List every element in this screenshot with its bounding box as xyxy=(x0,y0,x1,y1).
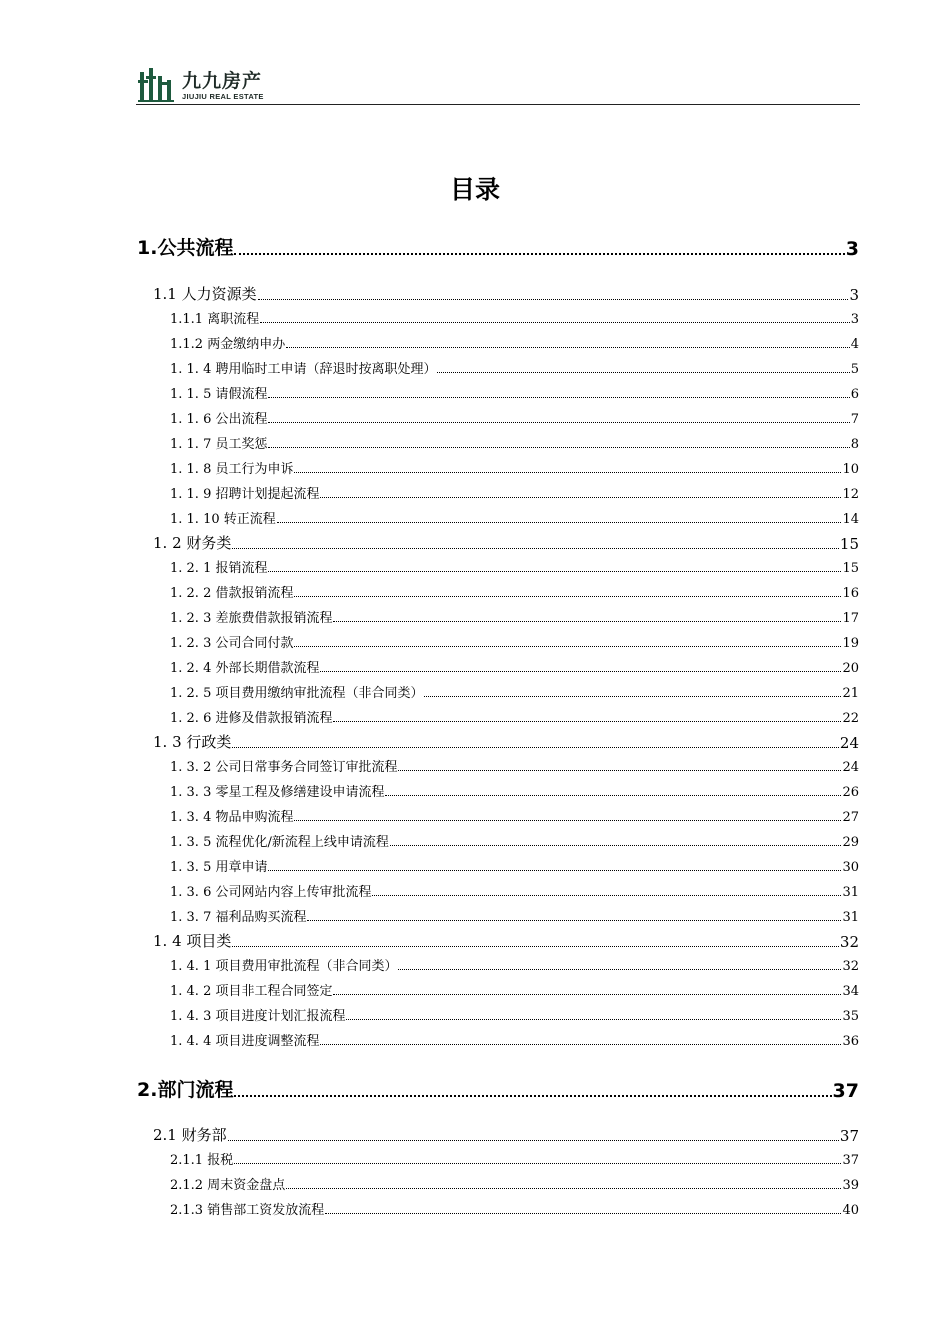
toc-entry-page: 3 xyxy=(849,286,859,304)
toc-dot-leader xyxy=(398,969,841,970)
toc-dot-leader xyxy=(260,322,850,323)
toc-entry-level3[interactable] xyxy=(170,980,859,999)
toc-entry-level3[interactable] xyxy=(170,358,859,377)
toc-dot-leader xyxy=(268,447,849,448)
toc-dot-leader xyxy=(320,671,841,672)
toc-entry-label: 1. 3. 7 福利品购买流程 xyxy=(170,910,307,925)
toc-entry-page: 14 xyxy=(842,512,859,527)
toc-dot-leader xyxy=(333,721,841,722)
toc-entry-label: 1. 2. 6 进修及借款报销流程 xyxy=(170,711,333,726)
toc-entry-level3[interactable] xyxy=(170,308,859,327)
toc-entry-page: 24 xyxy=(842,760,859,775)
toc-dot-leader xyxy=(232,548,839,549)
toc-dot-leader xyxy=(320,497,841,498)
toc-entry-level3[interactable] xyxy=(170,756,859,775)
toc-entry-label: 1. 1. 10 转正流程 xyxy=(170,512,276,527)
toc-entry-level3[interactable] xyxy=(170,1005,859,1024)
toc-dot-leader xyxy=(234,253,844,255)
toc-dot-leader xyxy=(286,1188,841,1189)
toc-entry-page: 31 xyxy=(842,910,859,925)
toc-entry-level3[interactable] xyxy=(170,1030,859,1049)
company-logo-icon xyxy=(138,66,174,104)
toc-entry-page: 30 xyxy=(842,860,859,875)
toc-entry-level1[interactable] xyxy=(137,1075,859,1102)
toc-entry-page: 8 xyxy=(850,437,859,452)
toc-entry-level2[interactable] xyxy=(153,930,859,951)
toc-entry-label: 1.公共流程 xyxy=(137,237,234,259)
toc-dot-leader xyxy=(268,397,849,398)
toc-entry-level3[interactable] xyxy=(170,333,859,352)
toc-entry-page: 12 xyxy=(842,487,859,502)
toc-entry-label: 2.部门流程 xyxy=(137,1079,234,1101)
toc-entry-level3[interactable] xyxy=(170,483,859,502)
toc-entry-page: 36 xyxy=(842,1034,859,1049)
toc-dot-leader xyxy=(294,646,841,647)
toc-entry-label: 1. 1. 4 聘用临时工申请（辞退时按离职处理） xyxy=(170,362,437,377)
toc-entry-page: 22 xyxy=(842,711,859,726)
toc-entry-level3[interactable] xyxy=(170,881,859,900)
toc-dot-leader xyxy=(232,747,839,748)
toc-dot-leader xyxy=(268,571,841,572)
toc-entry-label: 1.1 人力资源类 xyxy=(153,285,257,303)
toc-dot-leader xyxy=(372,895,841,896)
toc-entry-level3[interactable] xyxy=(170,906,859,925)
toc-dot-leader xyxy=(228,1140,839,1141)
toc-entry-label: 1. 2. 2 借款报销流程 xyxy=(170,586,294,601)
toc-entry-level3[interactable] xyxy=(170,1174,859,1193)
toc-entry-level3[interactable] xyxy=(170,856,859,875)
toc-entry-page: 24 xyxy=(839,734,859,752)
toc-entry-page: 31 xyxy=(842,885,859,900)
toc-entry-page: 35 xyxy=(842,1009,859,1024)
toc-dot-leader xyxy=(277,522,842,523)
toc-entry-level3[interactable] xyxy=(170,806,859,825)
toc-entry-label: 1. 2. 4 外部长期借款流程 xyxy=(170,661,320,676)
toc-dot-leader xyxy=(307,920,841,921)
toc-entry-level3[interactable] xyxy=(170,383,859,402)
toc-entry-page: 39 xyxy=(842,1178,859,1193)
toc-dot-leader xyxy=(234,1095,831,1097)
toc-entry-label: 1. 3. 2 公司日常事务合同签订审批流程 xyxy=(170,760,398,775)
toc-entry-label: 1. 2. 3 公司合同付款 xyxy=(170,636,294,651)
toc-entry-page: 32 xyxy=(842,959,859,974)
toc-dot-leader xyxy=(398,770,841,771)
toc-entry-page: 26 xyxy=(842,785,859,800)
toc-entry-page: 3 xyxy=(850,312,859,327)
toc-entry-label: 1. 1. 5 请假流程 xyxy=(170,387,268,402)
toc-entry-level2[interactable] xyxy=(153,731,859,752)
toc-entry-level3[interactable] xyxy=(170,682,859,701)
toc-dot-leader xyxy=(437,372,849,373)
toc-entry-page: 34 xyxy=(842,984,859,999)
toc-title: 目录 xyxy=(449,175,500,204)
toc-entry-label: 1. 3. 4 物品申购流程 xyxy=(170,810,294,825)
toc-entry-page: 21 xyxy=(842,686,859,701)
toc-entry-page: 27 xyxy=(842,810,859,825)
toc-entry-label: 1. 4. 1 项目费用审批流程（非合同类） xyxy=(170,959,398,974)
toc-entry-label: 1. 2. 5 项目费用缴纳审批流程（非合同类） xyxy=(170,686,424,701)
toc-entry-level3[interactable] xyxy=(170,831,859,850)
toc-entry-page: 17 xyxy=(842,611,859,626)
toc-entry-label: 2.1.3 销售部工资发放流程 xyxy=(170,1203,325,1218)
toc-entry-label: 2.1 财务部 xyxy=(153,1126,227,1144)
toc-dot-leader xyxy=(320,1044,841,1045)
toc-entry-level3[interactable] xyxy=(170,508,859,527)
toc-dot-leader xyxy=(258,299,849,300)
toc-entry-label: 1. 4. 3 项目进度计划汇报流程 xyxy=(170,1009,346,1024)
toc-dot-leader xyxy=(325,1213,841,1214)
toc-entry-level3[interactable] xyxy=(170,607,859,626)
toc-entry-label: 1.1.2 两金缴纳申办 xyxy=(170,337,286,352)
toc-entry-label: 1. 3. 5 用章申请 xyxy=(170,860,268,875)
toc-entry-level3[interactable] xyxy=(170,781,859,800)
toc-entry-label: 2.1.1 报税 xyxy=(170,1153,234,1168)
toc-dot-leader xyxy=(286,347,850,348)
toc-entry-level3[interactable] xyxy=(170,955,859,974)
toc-dot-leader xyxy=(424,696,841,697)
toc-entry-page: 20 xyxy=(842,661,859,676)
toc-entry-level3[interactable] xyxy=(170,557,859,576)
toc-entry-page: 32 xyxy=(839,933,859,951)
toc-entry-level3[interactable] xyxy=(170,707,859,726)
toc-entry-page: 37 xyxy=(842,1153,859,1168)
toc-dot-leader xyxy=(268,422,849,423)
toc-entry-level1[interactable] xyxy=(137,233,859,260)
toc-entry-level2[interactable] xyxy=(153,1124,859,1145)
toc-entry-page: 19 xyxy=(842,636,859,651)
toc-dot-leader xyxy=(294,596,841,597)
toc-entry-label: 1. 4. 4 项目进度调整流程 xyxy=(170,1034,320,1049)
toc-entry-label: 1. 3. 5 流程优化/新流程上线申请流程 xyxy=(170,835,389,850)
toc-entry-page: 10 xyxy=(842,462,859,477)
toc-dot-leader xyxy=(268,870,841,871)
toc-dot-leader xyxy=(346,1019,841,1020)
toc-entry-label: 1. 3. 3 零星工程及修缮建设申请流程 xyxy=(170,785,385,800)
toc-entry-page: 3 xyxy=(845,238,859,260)
brand-name-en: JIUJIU REAL ESTATE xyxy=(182,92,264,101)
toc-entry-label: 1. 4 项目类 xyxy=(153,932,232,950)
toc-entry-label: 1. 4. 2 项目非工程合同签定 xyxy=(170,984,333,999)
toc-entry-page: 4 xyxy=(850,337,859,352)
toc-dot-leader xyxy=(385,795,841,796)
toc-entry-page: 6 xyxy=(850,387,859,402)
toc-entry-label: 1. 1. 8 员工行为申诉 xyxy=(170,462,294,477)
toc-dot-leader xyxy=(232,946,839,947)
toc-entry-level3[interactable] xyxy=(170,458,859,477)
toc-entry-label: 1. 1. 7 员工奖惩 xyxy=(170,437,268,452)
toc-dot-leader xyxy=(333,621,841,622)
toc-entry-page: 37 xyxy=(839,1127,859,1145)
toc-entry-page: 40 xyxy=(842,1203,859,1218)
page-header xyxy=(136,62,860,106)
toc-entry-page: 37 xyxy=(832,1080,859,1102)
toc-dot-leader xyxy=(294,820,841,821)
toc-dot-leader xyxy=(333,994,841,995)
toc-entry-level3[interactable] xyxy=(170,408,859,427)
toc-entry-level3[interactable] xyxy=(170,1149,859,1168)
header-divider xyxy=(136,104,860,105)
toc-entry-page: 5 xyxy=(850,362,859,377)
toc-entry-level3[interactable] xyxy=(170,632,859,651)
toc-entry-label: 1. 2. 3 差旅费借款报销流程 xyxy=(170,611,333,626)
toc-entry-level3[interactable] xyxy=(170,433,859,452)
toc-entry-page: 16 xyxy=(842,586,859,601)
toc-dot-leader xyxy=(234,1163,841,1164)
toc-entry-page: 15 xyxy=(839,535,859,553)
toc-entry-label: 1.1.1 离职流程 xyxy=(170,312,260,327)
toc-entry-page: 29 xyxy=(842,835,859,850)
toc-entry-label: 1. 2. 1 报销流程 xyxy=(170,561,268,576)
toc-entry-label: 1. 1. 9 招聘计划提起流程 xyxy=(170,487,320,502)
toc-entry-level2[interactable] xyxy=(153,532,859,553)
toc-entry-level3[interactable] xyxy=(170,582,859,601)
toc-entry-label: 1. 3 行政类 xyxy=(153,733,232,751)
toc-entry-level3[interactable] xyxy=(170,1199,859,1218)
toc-entry-label: 1. 3. 6 公司网站内容上传审批流程 xyxy=(170,885,372,900)
toc-entry-level3[interactable] xyxy=(170,657,859,676)
toc-entry-page: 15 xyxy=(842,561,859,576)
toc-entry-label: 1. 2 财务类 xyxy=(153,534,232,552)
toc-entry-level2[interactable] xyxy=(153,283,859,304)
toc-dot-leader xyxy=(294,472,841,473)
toc-entry-label: 2.1.2 周末资金盘点 xyxy=(170,1178,286,1193)
brand-name-cn: 九九房产 xyxy=(182,70,263,92)
toc-dot-leader xyxy=(390,845,842,846)
toc-entry-label: 1. 1. 6 公出流程 xyxy=(170,412,268,427)
toc-entry-page: 7 xyxy=(850,412,859,427)
